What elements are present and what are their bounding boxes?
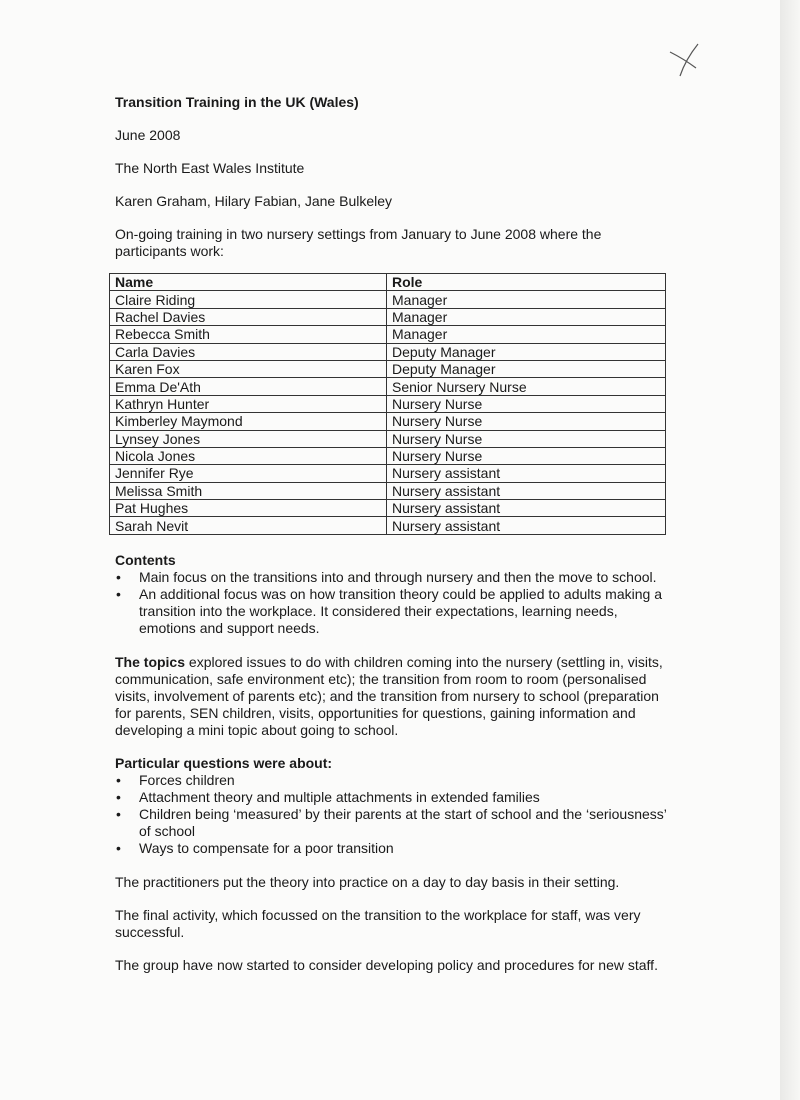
table-row: [110, 308, 666, 325]
participant-name: Kimberley Maymond: [110, 413, 387, 430]
contents-heading: Contents: [115, 551, 176, 568]
questions-list: [115, 772, 675, 857]
participant-role: Nursery assistant: [387, 517, 666, 534]
participant-role: Nursery Nurse: [387, 395, 666, 412]
table-row: [110, 413, 666, 430]
participant-name: Carla Davies: [110, 343, 387, 360]
author-list: Karen Graham, Hilary Fabian, Jane Bulkeley: [115, 193, 393, 209]
participant-role: Nursery Nurse: [387, 430, 666, 447]
table-row: [110, 465, 666, 482]
participant-role: Deputy Manager: [387, 343, 666, 360]
participant-role: Deputy Manager: [387, 360, 666, 377]
institute-name: The North East Wales Institute: [115, 160, 305, 176]
participants-table-body: [110, 291, 666, 534]
handwritten-x-mark: [664, 40, 704, 80]
participant-name: Nicola Jones: [110, 447, 387, 464]
participant-role: Nursery assistant: [387, 500, 666, 517]
participant-name: Kathryn Hunter: [110, 395, 387, 412]
participant-role: Manager: [387, 291, 666, 308]
participant-name: Claire Riding: [110, 291, 387, 308]
participant-role: Nursery assistant: [387, 482, 666, 499]
list-item: • An additional focus was on how transition theory could be applied to adults making a transition into the workplace. It considered their expectations, learning needs, emotions and support needs.: [115, 586, 675, 637]
participant-role: Manager: [387, 326, 666, 343]
contents-list: [115, 569, 675, 637]
participant-name: Sarah Nevit: [110, 517, 387, 534]
participant-role: Nursery Nurse: [387, 447, 666, 464]
document-title: Transition Training in the UK (Wales): [115, 94, 359, 110]
participant-name: Lynsey Jones: [110, 430, 387, 447]
table-row: [110, 326, 666, 343]
participants-table: [109, 273, 666, 535]
table-row: [110, 360, 666, 377]
topics-text: explored issues to do with children coming into the nursery (settling in, visits, communication, safe environment etc); the transition from room to room (personalised visits, involvement of parents etc); and the transition from nursery to school (preparation for parents, SEN children, visits, opportunities for questions, gaining information and developing a mini topic about going to school.: [115, 653, 663, 738]
table-row: [110, 430, 666, 447]
participant-name: Pat Hughes: [110, 500, 387, 517]
participant-name: Rachel Davies: [110, 308, 387, 325]
participant-name: Emma De'Ath: [110, 378, 387, 395]
document-date: June 2008: [115, 127, 181, 143]
list-item: • Children being ‘measured’ by their parents at the start of school and the ‘seriousness’ of school: [115, 806, 675, 840]
document-body: [115, 94, 675, 990]
table-row: [110, 395, 666, 412]
list-item: • Ways to compensate for a poor transition: [115, 840, 675, 857]
table-row: [110, 447, 666, 464]
participant-role: Nursery Nurse: [387, 413, 666, 430]
questions-heading: Particular questions were about:: [115, 754, 333, 771]
participant-name: Melissa Smith: [110, 482, 387, 499]
closing-paragraph-policy: The group have now started to consider developing policy and procedures for new staff.: [115, 956, 658, 973]
topics-lead: The topics: [115, 653, 186, 670]
table-header-row: [110, 274, 666, 291]
closing-paragraph-practice: The practitioners put the theory into practice on a day to day basis in their setting.: [115, 873, 620, 890]
table-row: [110, 517, 666, 534]
column-header-role: Role: [387, 274, 666, 291]
participant-role: Nursery assistant: [387, 465, 666, 482]
column-header-name: Name: [110, 274, 387, 291]
table-row: [110, 500, 666, 517]
participant-name: Jennifer Rye: [110, 465, 387, 482]
list-item: • Forces children: [115, 772, 675, 789]
table-row: [110, 343, 666, 360]
list-item: • Main focus on the transitions into and through nursery and then the move to school.: [115, 569, 675, 586]
participant-role: Senior Nursery Nurse: [387, 378, 666, 395]
participant-role: Manager: [387, 308, 666, 325]
list-item: • Attachment theory and multiple attachments in extended families: [115, 789, 675, 806]
participant-name: Karen Fox: [110, 360, 387, 377]
topics-paragraph: [115, 654, 675, 739]
table-row: [110, 378, 666, 395]
page-edge-shadow: [780, 0, 800, 1100]
participant-name: Rebecca Smith: [110, 326, 387, 343]
table-row: [110, 291, 666, 308]
table-row: [110, 482, 666, 499]
intro-paragraph: On-going training in two nursery settings from January to June 2008 where the participants work:: [115, 226, 602, 259]
closing-paragraph-activity: The final activity, which focussed on the transition to the workplace for staff, was very successful.: [115, 906, 641, 940]
